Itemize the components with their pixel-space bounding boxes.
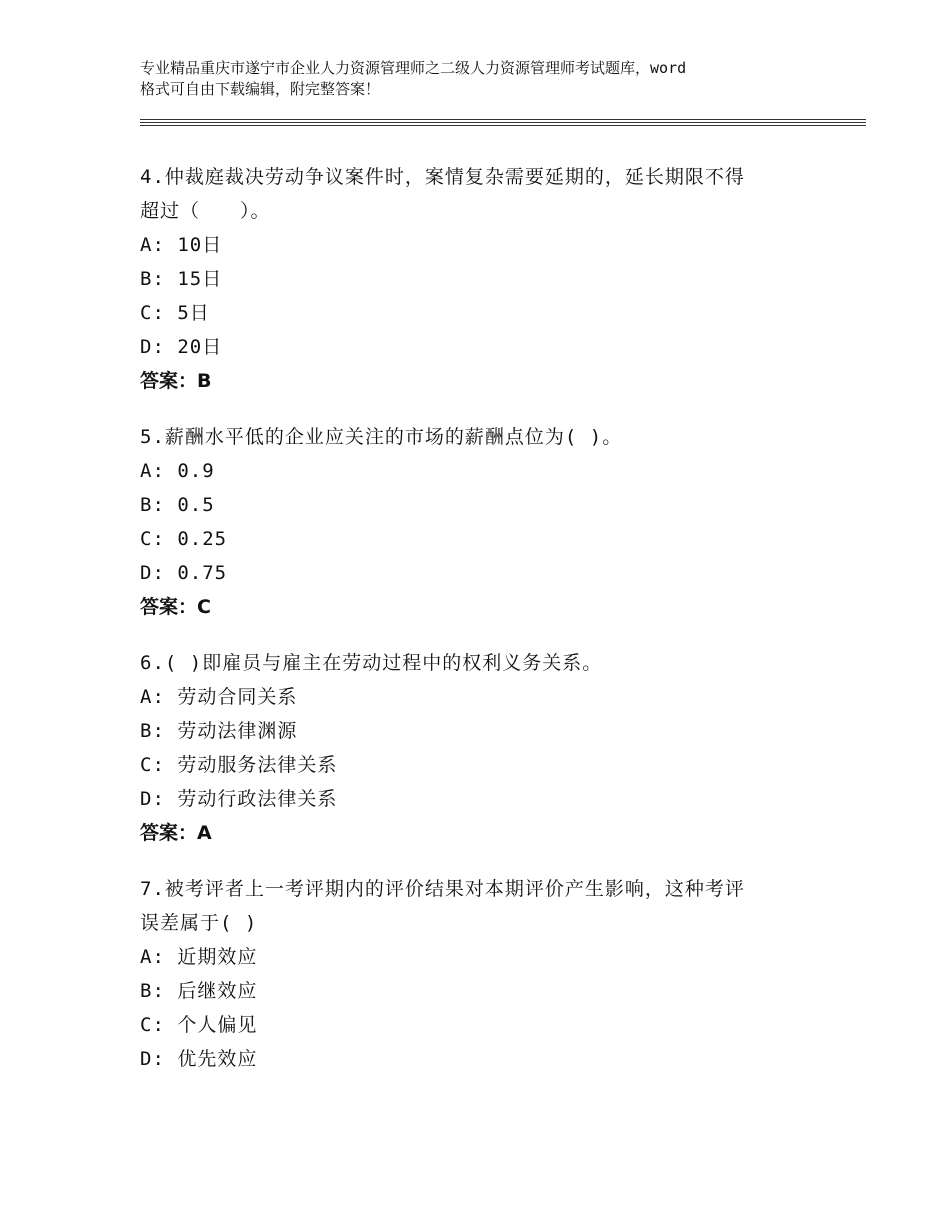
question-stem: 4.仲裁庭裁决劳动争议案件时，案情复杂需要延期的，延长期限不得 <box>140 166 745 188</box>
option-d: D: 劳动行政法律关系 <box>140 788 338 810</box>
question-list <box>140 160 840 1098</box>
option-b: B: 15日 <box>140 268 223 290</box>
header-title-line-1: 专业精品重庆市遂宁市企业人力资源管理师之二级人力资源管理师考试题库，word <box>140 59 687 77</box>
question-5 <box>140 420 840 624</box>
option-b: B: 0.5 <box>140 494 215 516</box>
option-a: A: 劳动合同关系 <box>140 686 298 708</box>
question-stem: 7.被考评者上一考评期内的评价结果对本期评价产生影响，这种考评 <box>140 878 745 900</box>
option-d: D: 优先效应 <box>140 1048 258 1070</box>
header-divider-middle <box>140 122 866 123</box>
question-stem: 5.薪酬水平低的企业应关注的市场的薪酬点位为( )。 <box>140 426 623 448</box>
option-c: C: 5日 <box>140 302 210 324</box>
option-c: C: 0.25 <box>140 528 228 550</box>
option-a: A: 近期效应 <box>140 946 258 968</box>
option-d: D: 20日 <box>140 336 223 358</box>
option-a: A: 0.9 <box>140 460 215 482</box>
answer-label: 答案：A <box>140 822 212 844</box>
answer-label: 答案：B <box>140 370 212 392</box>
option-b: B: 后继效应 <box>140 980 258 1002</box>
answer-label: 答案：C <box>140 596 211 618</box>
question-stem-continued: 超过（ ）。 <box>140 200 271 222</box>
question-stem-continued: 误差属于( ) <box>140 912 258 934</box>
question-4 <box>140 160 840 398</box>
option-c: C: 个人偏见 <box>140 1014 258 1036</box>
option-b: B: 劳动法律渊源 <box>140 720 298 742</box>
header-title-line-2: 格式可自由下载编辑，附完整答案！ <box>140 80 381 98</box>
document-header <box>140 58 840 100</box>
option-a: A: 10日 <box>140 234 223 256</box>
option-c: C: 劳动服务法律关系 <box>140 754 338 776</box>
question-6 <box>140 646 840 850</box>
header-divider-top <box>140 119 866 120</box>
question-stem: 6.( )即雇员与雇主在劳动过程中的权利义务关系。 <box>140 652 603 674</box>
header-divider-bottom <box>140 125 866 126</box>
option-d: D: 0.75 <box>140 562 228 584</box>
question-7 <box>140 872 840 1076</box>
